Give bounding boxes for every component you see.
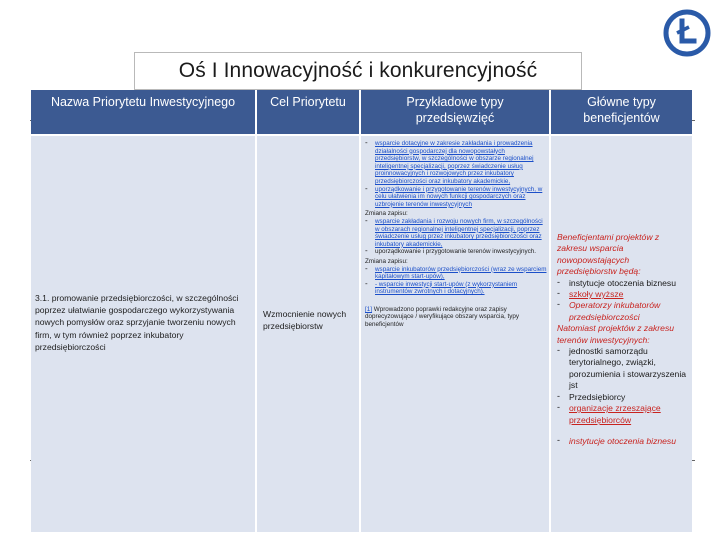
divider [692, 120, 695, 121]
header-priority-goal: Cel Priorytetu [257, 90, 359, 134]
header-priority-name: Nazwa Priorytetu Inwestycyjnego [31, 90, 255, 134]
circle-l-logo-icon [662, 8, 712, 58]
cell-priority-goal [257, 136, 359, 532]
list-item: - jednostki samorządu terytorialnego, związki, porozumienia i stowarzyszenia jst [557, 345, 687, 391]
cell-priority-name [31, 136, 255, 532]
cell-beneficiary-types [551, 136, 692, 532]
footnote-link[interactable]: [1] [365, 305, 373, 313]
change-label: Zmiana zapisu: [365, 210, 408, 218]
title-box [134, 52, 582, 90]
list-item: - szkoły wyższe [557, 288, 624, 300]
list-item: - wsparcie inkubatorów przedsiębiorczości (wraz ze wsparciem kapitałowym start-upów), [365, 263, 547, 281]
divider [692, 460, 695, 461]
list-item: - wsparcie dotacyjne w zakresie zakładania i prowadzenia działalności gospodarczej dla nowopowstałych przedsiębiorstw, w szczególności w obszarze regionalnej inteligentnej specjalizacji, poprzez świadczenie usług proinnowacyjnych i rozwojowych przez inkubatory przedsiębiorczości oraz inkubatory akademickie, [365, 138, 534, 185]
list-item: - wsparcie zakładania i rozwoju nowych firm, w szczególności w obszarach regionalnej inteligentnej specjalizacji, poprzez świadczenie usług przez inkubatory przedsiębiorczości oraz inkubatory akademickie, [365, 215, 543, 248]
list-item: - uporządkowanie i przygotowanie terenów inwestycyjnych, w celu ułatwienia im nowych funkcji gospodarczych oraz uzbrojenie terenów inwestycyjnych [365, 183, 543, 208]
list-item: - instytucje otoczenia biznesu [557, 434, 677, 446]
list-item: - Operatorzy inkubatorów przedsiębiorczości [557, 299, 661, 322]
priority-goal-text: Wzmocnienie nowych przedsiębiorstw [263, 309, 347, 332]
beneficiaries-intro: Natomiast projektów z zakresu terenów inwestycyjnych: [557, 323, 675, 345]
header-project-types: Przykładowe typy przedsięwzięć [361, 90, 549, 134]
list-item: - Przedsiębiorcy [557, 390, 626, 402]
priority-name-text: 3.1. promowanie przedsiębiorczości, w szczególności poprzez ułatwianie gospodarczego wykorzystywania nowych pomysłów oraz sprzyjanie tworzeniu nowych firm, w tym również poprzez inkubatory przedsiębiorczości [35, 293, 239, 352]
list-item: - organizacje zrzeszające przedsiębiorców [557, 402, 661, 425]
logo [662, 8, 712, 58]
page-title: Oś I Innowacyjność i konkurencyjność [178, 59, 538, 82]
list-item: - - wsparcie inwestycji start-upów (z wykorzystaniem instrumentów zwrotnych i dotacyjnych). [365, 278, 518, 296]
header-beneficiary-types: Główne typy beneficjentów [551, 90, 692, 134]
list-item: - uporządkowanie i przygotowanie terenów inwestycyjnych. [365, 246, 537, 256]
cell-project-types [361, 136, 549, 532]
list-item: - instytucje otoczenia biznesu [557, 276, 677, 288]
priority-table [31, 90, 692, 532]
change-label: Zmiana zapisu: [365, 257, 408, 265]
footnote: [1] Wprowadzono poprawki redakcyjne oraz zapisy doprecyzowujące / weryfikujące obszary wsparcia, typy beneficjentów [365, 305, 519, 329]
beneficiaries-intro: Beneficjentami projektów z zakresu wsparcia nowopowstających przedsiębiorstw będą: [557, 232, 660, 277]
